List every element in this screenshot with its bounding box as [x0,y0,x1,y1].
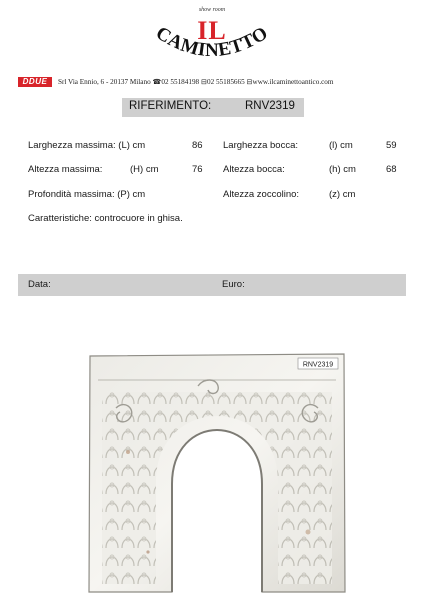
mouth-height-value: 68 [386,164,397,175]
height-max-value: 76 [192,164,203,175]
date-label: Data: [28,279,51,290]
reference-bar [122,98,304,117]
mouth-height-unit: (h) cm [329,164,356,175]
logo-il: IL [197,16,227,45]
width-max-label: Larghezza massima: (L) cm [28,140,146,151]
width-max-value: 86 [192,140,203,151]
reference-label: RIFERIMENTO: [129,100,212,112]
price-label: Euro: [222,279,245,290]
svg-text:CAMINETTO [152,26,272,61]
address-text: Srl Via Ennio, 6 - 20137 Milano ☎02 55184198 ⊟02 55185665 ⊟www.ilcaminettoantico.com [58,78,334,86]
fireplace-photo [88,352,346,594]
mouth-width-label: Larghezza bocca: [223,140,298,151]
logo-name-text: CAMINETTO [151,26,273,62]
mouth-height-label: Altezza bocca: [223,164,285,175]
address-row [18,77,418,89]
mouth-width-value: 59 [386,140,397,151]
brand-badge: DDUE [18,77,52,87]
plinth-height-unit: (z) cm [329,189,356,200]
date-price-band [18,274,406,296]
height-max-label: Altezza massima: [28,164,103,175]
height-max-unit: (H) cm [130,164,159,175]
reference-value: RNV2319 [245,100,295,112]
features-text: Caratteristiche: controcuore in ghisa. [28,213,183,224]
depth-max-label: Profondità massima: (P) cm [28,189,146,200]
showroom-label: show room [198,7,226,13]
logo-caminetto [148,26,276,72]
photo-tag-text: RNV2319 [302,361,334,369]
plinth-height-label: Altezza zoccolino: [223,189,300,200]
mouth-width-unit: (l) cm [329,140,353,151]
